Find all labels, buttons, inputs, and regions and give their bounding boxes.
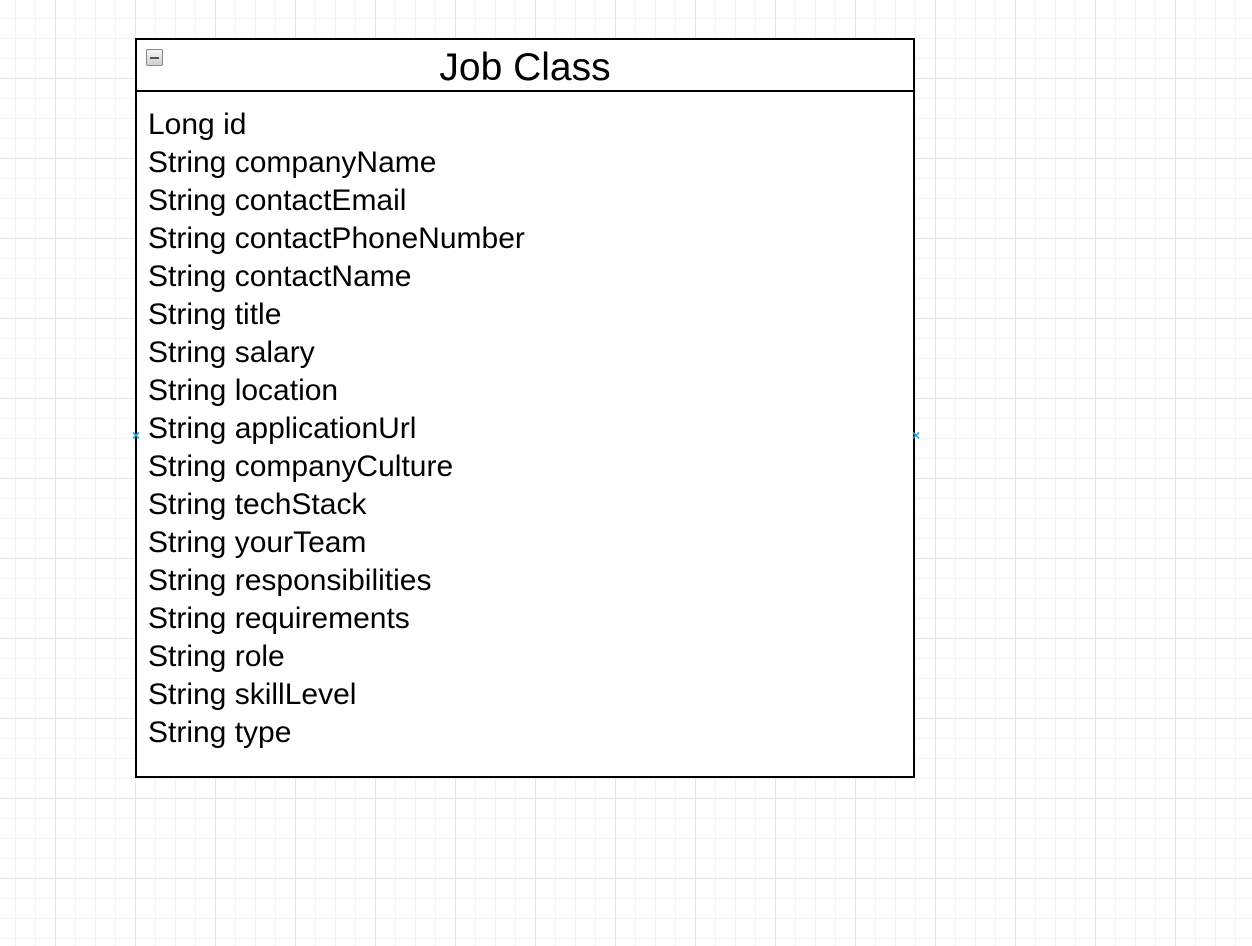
connection-point-icon[interactable]: × <box>131 427 141 443</box>
attribute-item: String contactPhoneNumber <box>148 222 525 255</box>
attribute-item: Long id <box>148 108 247 141</box>
attribute-item: String contactName <box>148 260 412 293</box>
attribute-item: String role <box>148 640 285 673</box>
class-header <box>137 40 913 92</box>
attribute-item: String yourTeam <box>148 526 367 559</box>
attribute-item: String responsibilities <box>148 564 432 597</box>
attribute-list <box>137 92 913 752</box>
attribute-item: String applicationUrl <box>148 412 417 445</box>
attribute-item: String requirements <box>148 602 410 635</box>
attribute-item: String skillLevel <box>148 678 357 711</box>
attribute-item: String salary <box>148 336 315 369</box>
job-class-box[interactable] <box>135 38 915 778</box>
attribute-item: String location <box>148 374 339 407</box>
attribute-item: String companyCulture <box>148 450 454 483</box>
class-title: Job Class <box>439 46 611 89</box>
connection-point-icon[interactable]: × <box>911 427 921 443</box>
attribute-item: String contactEmail <box>148 184 407 217</box>
attribute-item: String type <box>148 716 292 749</box>
attribute-item: String title <box>148 298 282 331</box>
attribute-item: String companyName <box>148 146 437 179</box>
attribute-item: String techStack <box>148 488 367 521</box>
